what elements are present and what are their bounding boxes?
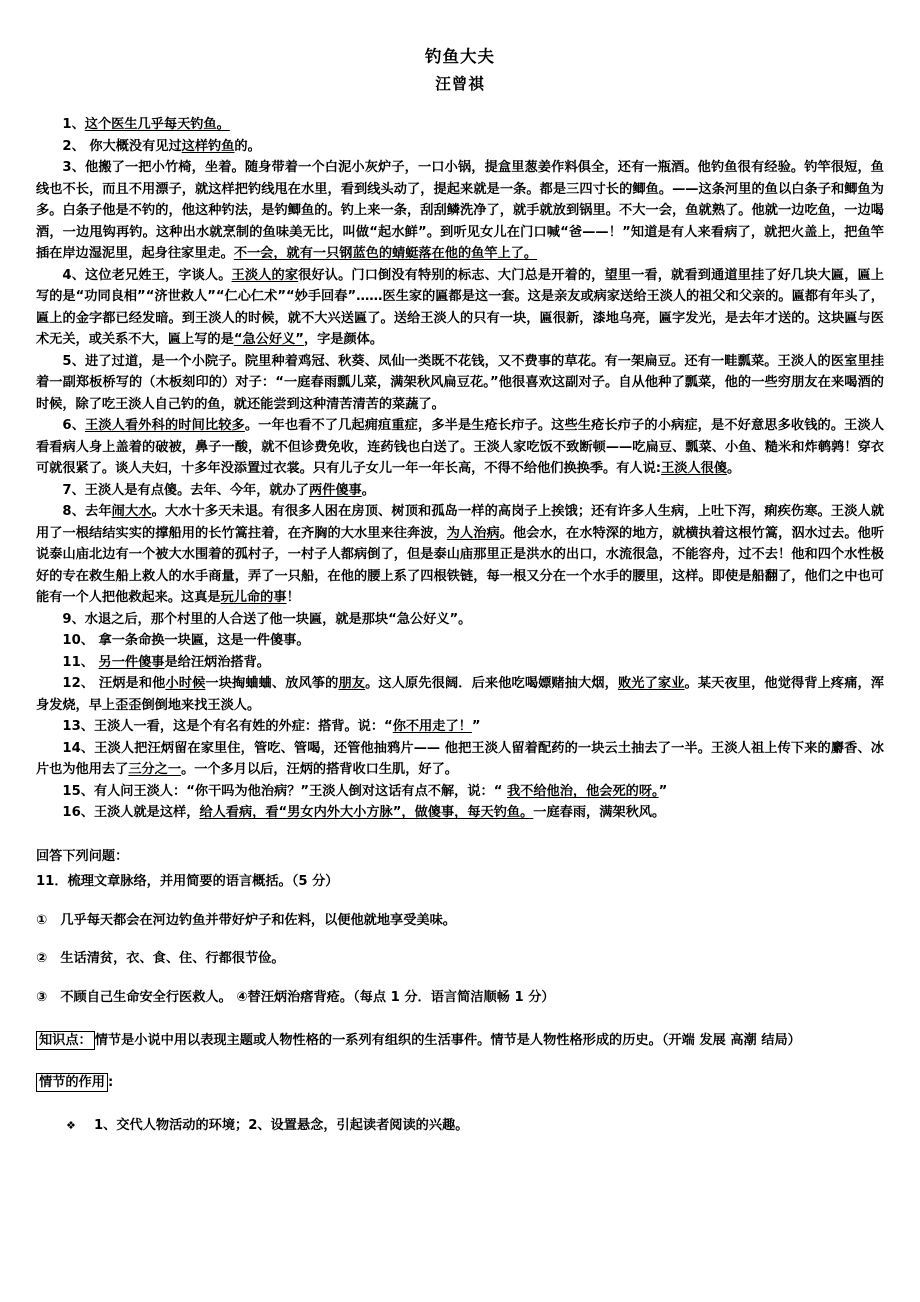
article-paragraph: [36, 652, 884, 674]
underlined-text: 为人治病: [446, 525, 500, 541]
article-paragraph: [36, 351, 884, 416]
paragraph-text: ”: [658, 783, 668, 799]
article-paragraph: [36, 501, 884, 609]
paragraph-text: 水退之后，那个村里的人合送了他一块匾，就是那块“急公好义”。: [84, 611, 472, 627]
page-title: 钓鱼大夫: [425, 47, 495, 66]
underlined-text: 小时候: [165, 676, 206, 691]
article-paragraph: [36, 738, 884, 781]
underlined-text: 这样钓鱼: [181, 138, 235, 154]
diamond-bullet-icon: ❖: [66, 1119, 76, 1132]
paragraph-number: 6、: [62, 418, 86, 433]
underlined-text: 败光了家业: [617, 676, 685, 691]
paragraph-number: 7、: [62, 482, 85, 498]
article-paragraph: [36, 716, 884, 738]
article-paragraph: [36, 609, 884, 631]
paragraph-number: 2、: [62, 138, 85, 154]
paragraph-text: 很好认。门口倒没有特别的标志、大门总是开着的，望里一看，就看到通道里挂了好几块大匾，匾上写的是“功同良相”“济世救人”“仁心仁术”“妙手回春”……医生家的匾都是这一套。这是亲友或病家送给王淡人的祖父和父亲的。匾都有年头了，匾上的金字都已经发暗。到王淡人的时候，就不大兴送匾了。送给王淡人的只有一块，匾很新，漆地乌亮，匾字发光，是去年才送的。这块匾与医术无关，或关系不大，匾上写的是: [36, 267, 885, 347]
paragraph-number: 14、: [62, 740, 95, 756]
paragraph-text: 王淡人一看，这是个有名有姓的外症：搭背。说：“: [93, 719, 393, 734]
paragraph-number: 5、: [62, 353, 86, 369]
underlined-text: 这个医生几乎每天钓鱼。: [84, 117, 230, 132]
paragraph-text: 是给汪炳治搭背。: [164, 654, 270, 670]
article-paragraph: [36, 136, 884, 158]
paragraph-text: 。: [727, 461, 741, 476]
paragraph-text: 他搬了一把小竹椅，坐着。随身带着一个白泥小灰炉子，一口小锅，提盒里葱姜作料俱全，还有一瓶酒。他钓鱼很有经验。钓竿很短，鱼线也不长，而且不用漂子，就这样把钓线甩在水里，看到线头动了，提起来就是一条。都是三四寸长的鲫鱼。——这条河里的鱼以白条子和鲫鱼为多。白条子他是不钓的，他这种钓法，是钓鲫鱼的。钓上来一条，刮刮鳞洗净了，就手就放到锅里。不大一会，鱼就熟了。他就一边吃鱼，一边喝酒，一边甩钩再钓。这种出水就烹制的鱼味美无比，叫做“起水鲜”。到听见女儿在门口喊“爸——！”知道是有人来看病了，就把火盖上，把鱼竿插在岸边湿泥里，起身往家里走。: [36, 160, 884, 261]
paragraph-text: 。这人原先很阔．后来他吃喝嫖赌抽大烟，: [365, 676, 618, 691]
answer-item-3: ③ 不顾自己生命安全行医救人。 ④替汪炳治瘩背疮。（每点 1 分．语言简洁顺畅 1 分）: [36, 989, 555, 1005]
paragraph-text: 有人问王淡人：“你干吗为他治病？”王淡人倒对这话有点不解，说：“: [93, 783, 507, 799]
paragraph-text: 拿一条命换一块匾，这是一件傻事。: [93, 633, 310, 648]
underlined-text: 给人看病，看“男女内外大小方脉”，做傻事，每天钓鱼。: [199, 805, 534, 820]
article-paragraph: [36, 802, 884, 824]
paragraph-number: 12、: [62, 676, 95, 691]
plot-role-bullet-text: 1、交代人物活动的环境；2、设置悬念，引起读者阅读的兴趣。: [94, 1118, 469, 1133]
knowledge-point-line: [36, 1030, 884, 1052]
paragraph-text: 王淡人把汪炳留在家里住，管吃、管喝，还管他抽鸦片—— 他把王淡人留着配药的一块云土抽去了一半。王淡人祖上传下来的麝香、冰片也为他用去了: [36, 740, 884, 777]
paragraph-text: ”: [471, 719, 481, 734]
underlined-text: 王淡人的家: [231, 267, 299, 283]
paragraph-number: 9、: [62, 611, 85, 627]
paragraph-text: 。一年也看不了几起痈疽重症，多半是生疮长疖子。这些生疮长疖子的小病症，是不好意思多收钱的。王淡人看看病人身上盖着的破被，鼻子一酸，就不但诊费免收，连药钱也白送了。王淡人家吃饭不致断顿——吃扁豆、瓢菜、小鱼、糙米和炸鹌鹑！穿衣可就很紧了。谈人夫妇，十多年没添置过衣裳。只有儿子女儿一年一年长高，不得不给他们换换季。有人说:: [36, 418, 885, 476]
paragraph-text: 汪炳是和他: [94, 676, 166, 691]
underlined-text: 朋友: [338, 676, 366, 691]
underlined-text: 你不用走了！: [392, 719, 472, 734]
underlined-text: 王淡人看外科的时间比较多: [85, 418, 245, 433]
paragraph-text: 进了过道，是一个小院子。院里种着鸡冠、秋葵、凤仙一类既不花钱，又不费事的草花。有一架扁豆。还有一畦瓢菜。王淡人的医室里挂着一副郑板桥写的（木板刻印的）对子：“一庭春雨瓢儿菜，满架秋风扁豆花。”他很喜欢这副对子。自从他种了瓢菜，他的一些穷朋友在来喝酒的时候，除了吃王淡人自己钓的鱼，就还能尝到这种清苦清苦的菜蔬了。: [36, 353, 884, 412]
paragraph-text: 王淡人是有点傻。去年、今年，就办了: [84, 482, 309, 498]
paragraph-text: 。一个多月以后，汪炳的搭背收口生肌，好了。: [181, 762, 458, 777]
underlined-text: 两件傻事: [308, 482, 362, 498]
underlined-text: 另一件傻事: [98, 654, 165, 670]
paragraph-number: 16、: [62, 805, 94, 820]
paragraph-number: 1、: [62, 117, 85, 132]
underlined-text: “急公好义”: [233, 332, 304, 347]
paragraph-number: 13、: [62, 719, 94, 734]
underlined-text: 王淡人很傻: [661, 461, 728, 476]
paragraph-text: 。: [361, 482, 375, 498]
paragraph-number: 8、: [62, 504, 86, 519]
article-paragraph: [36, 781, 884, 803]
paragraph-number: 15、: [62, 783, 94, 799]
paragraph-text: 的。: [234, 138, 261, 154]
paragraph-text: 你大概没有见过: [84, 138, 182, 154]
paragraph-number: 11、: [62, 654, 94, 670]
article-paragraph: [36, 265, 884, 351]
underlined-text: 玩儿命的事: [220, 590, 287, 605]
knowledge-point-label: 知识点：: [36, 1031, 95, 1050]
paragraph-text: 。他会水，在水特深的地方，就横执着这根竹篙，泅水过去。他听说泰山庙北边有一个被大水围着的孤村子，一村子人都病倒了，但是泰山庙那里正是洪水的出口，水流很急，不能容舟，过不去！他和四个水性极好的专在救生船上救人的水手商量，弄了一只船，在他的腰上系了四根铁链，每一根又分在一个水手的腰里，这样。即使是船翻了，他们之中也可能有一个人把他救起来。这真是: [36, 525, 885, 605]
paragraph-number: 3、: [62, 160, 86, 175]
underlined-text: 不一会，就有一只钢蓝色的蜻蜓落在他的鱼竿上了。: [233, 246, 538, 261]
questions-prompt: 回答下列问题：: [36, 848, 129, 864]
answer-item-2: ② 生话清贫，衣、食、住、行都很节俭。: [36, 951, 285, 966]
answer-item-1: ① 几乎每天都会在河边钓鱼并带好炉子和佐料，以便他就地享受美味。: [36, 912, 456, 928]
underlined-text: 三分之一: [128, 762, 182, 777]
question-11: 11．梳理文章脉络，并用简要的语言概括。（5 分）: [36, 874, 339, 889]
paragraph-text: 一庭春雨，满架秋风。: [533, 805, 666, 820]
plot-role-line: [36, 1072, 884, 1094]
article-paragraph: [36, 630, 884, 652]
underlined-text: 闹大水: [111, 504, 152, 519]
article-paragraph: [36, 415, 884, 480]
document-author: 汪曾祺: [435, 75, 485, 93]
plot-role-bullet: [36, 1115, 884, 1137]
knowledge-point-text: 情节是小说中用以表现主题或人物性格的一系列有组织的生活事件。情节是人物性格形成的历史。（开端 发展 高潮 结局）: [94, 1033, 801, 1048]
paragraph-text: 去年: [85, 504, 112, 519]
plot-role-label: 情节的作用: [36, 1073, 108, 1092]
article-body: [36, 114, 884, 824]
paragraph-text: 一块掏蛐蛐、放风筝的: [205, 676, 339, 691]
article-paragraph: [36, 480, 884, 502]
plot-role-suffix: :: [107, 1074, 114, 1090]
article-paragraph: [36, 673, 884, 716]
article-paragraph: [36, 157, 884, 265]
article-paragraph: [36, 114, 884, 136]
paragraph-number: 4、: [62, 267, 86, 283]
questions-block: [36, 846, 884, 1137]
paragraph-text: ！: [286, 590, 300, 605]
paragraph-text: ，字是颜体。: [303, 332, 384, 347]
paragraph-number: 10、: [62, 633, 94, 648]
paragraph-text: 王淡人就是这样，: [93, 805, 200, 820]
paragraph-text: 。某天夜里，他觉得背上疼痛，浑身发烧，早上歪歪倒倒地来找王淡人。: [36, 676, 885, 713]
paragraph-text: 这位老兄姓王，字谈人。: [85, 267, 232, 283]
paragraph-text: 。大水十多天未退。有很多人困在房顶、树顶和孤岛一样的高岗子上挨饿；还有许多人生病，上吐下泻，痢疾伤寒。王淡人就用了一根结结实实的撑船用的长竹篙拄着，在齐胸的大水里来往奔波，: [36, 504, 885, 541]
underlined-text: 我不给他治，他会死的呀。: [506, 783, 659, 799]
